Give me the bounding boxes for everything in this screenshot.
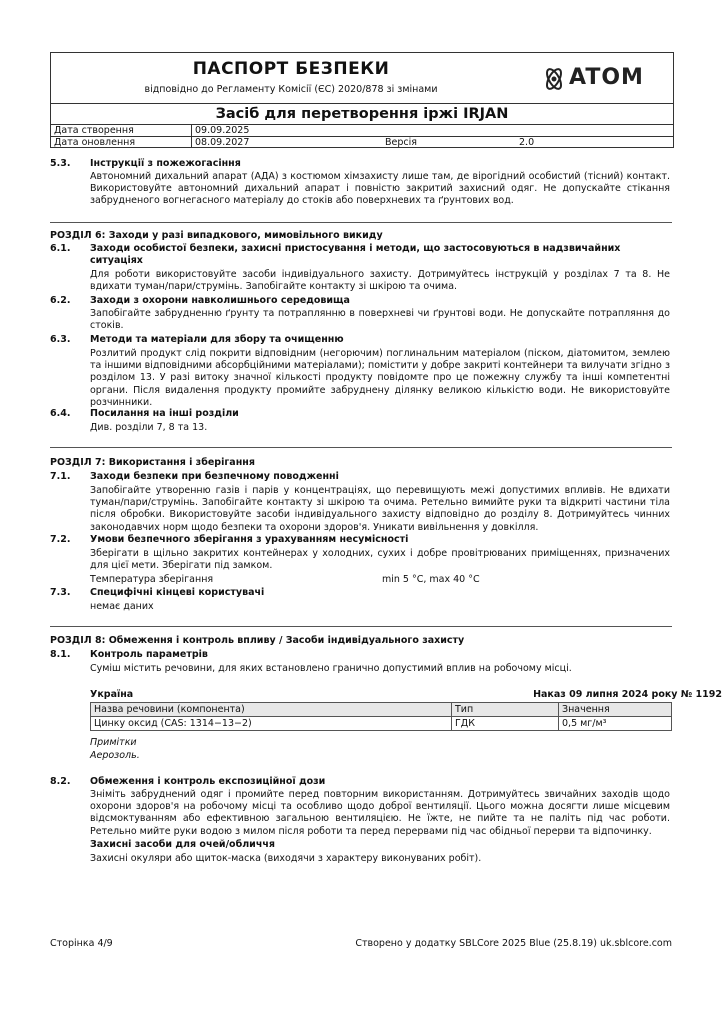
subsection-heading: Методи та матеріали для збору та очищенню xyxy=(90,334,344,345)
updated-row xyxy=(51,137,673,148)
footer-created-with: Створено у додатку SBLCore 2025 Blue (25.8.19) uk.sblcore.com xyxy=(355,938,672,949)
exposure-limits-table xyxy=(90,702,672,731)
updated-label: Дата оновлення xyxy=(54,137,136,148)
table-cell: Цинку оксид (CAS: 1314−13−2) xyxy=(91,717,452,731)
paragraph: Див. розділи 7, 8 та 13. xyxy=(90,422,208,433)
section-heading: РОЗДІЛ 7: Використання і зберігання xyxy=(50,457,255,468)
column-header: Тип xyxy=(452,703,559,717)
product-name: Засіб для перетворення іржі IRJAN xyxy=(51,103,673,125)
document-title: ПАСПОРТ БЕЗПЕКИ xyxy=(192,59,390,79)
subsection-heading: Посилання на інші розділи xyxy=(90,408,239,419)
subsection-heading: Умови безпечного зберігання з урахуванням несумісності xyxy=(90,534,409,545)
subsection-heading: Захисні засоби для очей/обличчя xyxy=(90,839,275,850)
paragraph: Захисні окуляри або щиток-маска (виходячи з характеру виконуваних робіт). xyxy=(90,853,482,864)
table-header-row xyxy=(91,703,672,717)
section-number: 7.3. xyxy=(50,587,71,598)
subsection-heading: Інструкції з пожежогасіння xyxy=(90,158,241,169)
section-heading: РОЗДІЛ 8: Обмеження і контроль впливу / Засоби індивідуального захисту xyxy=(50,635,465,646)
section-heading: РОЗДІЛ 6: Заходи у разі випадкового, мимовільного викиду xyxy=(50,230,383,241)
subsection-heading: Контроль параметрів xyxy=(90,649,208,660)
updated-value: 08.09.2027 xyxy=(195,137,250,148)
subsection-heading: Обмеження і контроль експозиційної дози xyxy=(90,776,326,787)
storage-temp-value: min 5 °C, max 40 °C xyxy=(382,574,480,585)
section-number: 6.3. xyxy=(50,334,71,345)
atom-logo-icon xyxy=(541,66,567,92)
section-divider xyxy=(50,222,672,223)
subsection-heading: Специфічні кінцеві користувачі xyxy=(90,587,265,598)
paragraph: Зберігати в щільно закритих контейнерах у холодних, сухих і добре провітрюваних приміщеннях, призначених для цієї мети. Зберігати під замком. xyxy=(90,548,670,572)
country-label: Україна xyxy=(90,689,134,700)
created-row xyxy=(51,125,673,137)
column-header: Назва речовини (компонента) xyxy=(91,703,452,717)
paragraph: немає даних xyxy=(90,601,154,612)
table-cell: ГДК xyxy=(452,717,559,731)
column-header: Значення xyxy=(559,703,672,717)
section-divider xyxy=(50,626,672,627)
paragraph: Суміш містить речовини, для яких встановлено гранично допустимий вплив на робочому місці. xyxy=(90,663,572,674)
document-header xyxy=(50,52,674,148)
section-number: 6.4. xyxy=(50,408,71,419)
divider xyxy=(191,125,192,147)
paragraph: Автономний дихальний апарат (АДА) з костюмом хімзахисту лише там, де вірогідний особистий (тісний) контакт. Використовуйте автономний дихальний апарат і повністю закритий захисний одяг. Не допускайте стікання забрудненого вогнегасного матеріалу до стоків або поверхневих та ґрунтових вод. xyxy=(90,171,670,207)
paragraph: Для роботи використовуйте засоби індивідуального захисту. Дотримуйтесь інструкцій у розділах 7 та 8. Не вдихати туман/пари/струмінь. Запобігайте контакту зі шкірою та очима. xyxy=(90,269,670,293)
logo-text: ATOM xyxy=(569,65,644,90)
notes-label: Примітки xyxy=(90,737,137,748)
section-divider xyxy=(50,447,672,448)
company-logo xyxy=(539,63,669,97)
created-value: 09.09.2025 xyxy=(195,125,250,136)
notes-value: Аерозоль. xyxy=(90,750,140,761)
table-row xyxy=(91,717,672,731)
section-number: 7.2. xyxy=(50,534,71,545)
paragraph: Розлитий продукт слід покрити відповідним (негорючим) поглинальним матеріалом (піском, діатомитом, землею та іншими відповідними абсорбційними матеріалами); помістити у добре закриті контейнери та вилучати згідно з розділом 13. У разі витоку значної кількості продукту повідомте про це пожежну службу та інші компетентні органи. Після видалення продукту промийте забруднену ділянку великою кількістю води. Не використовуйте розчинники. xyxy=(90,348,670,408)
table-cell: 0,5 мг/м³ xyxy=(559,717,672,731)
paragraph: Запобігайте забрудненню ґрунту та потраплянню в поверхневі чи ґрунтові води. Не допускайте потрапляння до стоків. xyxy=(90,308,670,332)
regulation-subtitle: відповідно до Регламенту Комісії (ЄС) 2020/878 зі змінами xyxy=(144,84,438,95)
storage-temp-label: Температура зберігання xyxy=(90,574,214,585)
version-value: 2.0 xyxy=(519,137,535,148)
created-label: Дата створення xyxy=(54,125,134,136)
paragraph: Зніміть забруднений одяг і промийте перед повторним використанням. Дотримуйтесь звичайних заходів щодо охорони здоров'я на робочому місці та особливо щодо доброї вентиляції. Цього можна досягти лише місцевим відсмоктуванням або ефективною загальною вентиляцією. Не їжте, не пийте та не паліть під час роботи. Ретельно мийте руки водою з милом після роботи та перед перервами під час обідньої перерви та відпочинку. xyxy=(90,789,670,837)
section-number: 8.2. xyxy=(50,776,71,787)
regulation-order: Наказ 09 липня 2024 року № 1192 xyxy=(533,689,722,700)
section-number: 6.2. xyxy=(50,295,71,306)
paragraph: Запобігайте утворенню газів і парів у концентраціях, що перевищують межі допустимих впливів. Не вдихати туман/пари/струмінь. Запобігайте контакту зі шкірою та очима. Ретельно вимийте руки та відкриті частини тіла після обробки. Використовуйте засоби індивідуального захисту відповідно до розділу 8. Дотримуйтесь чинних законодавчих норм щодо безпеки та охорони здоров'я. Уникати вивільнення у довкілля. xyxy=(90,485,670,533)
subsection-heading: Заходи безпеки при безпечному поводженні xyxy=(90,471,339,482)
section-number: 7.1. xyxy=(50,471,71,482)
section-number: 6.1. xyxy=(50,243,71,254)
subsection-heading: Заходи з охорони навколишнього середовища xyxy=(90,295,350,306)
subsection-heading: Заходи особистої безпеки, захисні пристосування і методи, що застосовуються в надзвичайних ситуаціях xyxy=(90,243,621,267)
section-number: 8.1. xyxy=(50,649,71,660)
section-number: 5.3. xyxy=(50,158,71,169)
version-label: Версія xyxy=(385,137,417,148)
page-number: Сторінка 4/9 xyxy=(50,938,113,949)
